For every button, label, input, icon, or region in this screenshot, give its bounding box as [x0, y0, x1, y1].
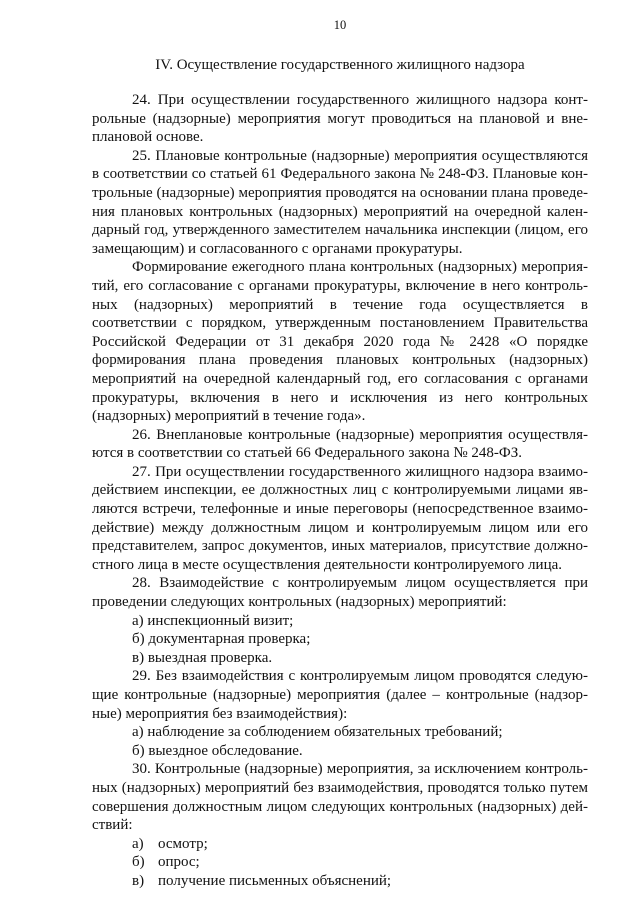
paragraph-27: 27. При осуществлении государственного жилищного надзора взаимодействием инспекции, ее должностных лиц с контролируемыми лицами являются встречи, телефонные и иные переговоры (непосредственное взаимодействие) между должностным лицом и контролируемым лицом или его представителем, запрос документов, иных материалов, присутствие должностного лица в месте осуществления деятельности контролируемого лица.	[92, 463, 588, 573]
paragraph-25-plan: Формирование ежегодного плана контрольных (надзорных) мероприятий, его согласование с органами прокуратуры, включение в него контрольных (надзорных) мероприятий в течение года осуществляется в соответствии с порядком, утвержденным постановлением Правительства Российской Федерации от 31 декабря 2020 года № 2428 «О порядке формирования плана проведения плановых контрольных (надзорных) мероприятий на очередной календарный год, его согласования с органами прокуратуры, включения в него и исключения из него контрольных (надзорных) мероприятий в течение года».	[92, 259, 588, 425]
list-item-28c: в) выездная проверка.	[132, 649, 273, 666]
list-marker: в)	[132, 872, 145, 889]
list-marker: а)	[132, 835, 144, 852]
page-number: 10	[333, 18, 347, 32]
list-item-29b: б) выездное обследование.	[132, 742, 303, 759]
list-item-30a	[92, 835, 588, 854]
list-item-30b	[92, 853, 588, 872]
paragraph-26: 26. Внеплановые контрольные (надзорные) мероприятия осуществляются в соответствии со статьей 66 Федерального закона № 248-ФЗ.	[92, 426, 588, 462]
list-item-29a: а) наблюдение за соблюдением обязательных требований;	[132, 724, 503, 741]
body-text	[92, 91, 588, 891]
paragraph-30: 30. Контрольные (надзорные) мероприятия, за исключением контрольных (надзорных) мероприятий без взаимодействия, проводятся только путем совершения должностным лицом следующих контрольных (надзорных) действий:	[92, 761, 588, 834]
section-title: IV. Осуществление государственного жилищного надзора	[155, 57, 525, 73]
paragraph-25: 25. Плановые контрольные (надзорные) мероприятия осуществляются в соответствии со статьей 61 Федерального закона № 248-ФЗ. Плановые контрольные (надзорные) мероприятия проводятся на основании плана проведения плановых контрольных (надзорных) мероприятий на очередной календарный год, утвержденного заместителем начальника инспекции (лицом, его замещающим) и согласованного с органами прокуратуры.	[92, 147, 588, 257]
paragraph-29: 29. Без взаимодействия с контролируемым лицом проводятся следующие контрольные (надзорные) мероприятия (далее – контрольные (надзорные) мероприятия без взаимодействия):	[92, 668, 588, 722]
list-marker: б)	[132, 854, 145, 871]
list-text: получение письменных объяснений;	[158, 872, 392, 889]
list-item-28b: б) документарная проверка;	[132, 631, 311, 648]
list-text: опрос;	[158, 854, 200, 871]
paragraph-24: 24. При осуществлении государственного жилищного надзора контрольные (надзорные) мероприятия могут проводиться на плановой и внеплановой основе.	[92, 92, 588, 146]
list-text: осмотр;	[158, 835, 208, 852]
list-item-28a: а) инспекционный визит;	[132, 612, 294, 629]
list-item-30c	[92, 872, 588, 891]
paragraph-28: 28. Взаимодействие с контролируемым лицом осуществляется при проведении следующих контрольных (надзорных) мероприятий:	[92, 575, 588, 611]
